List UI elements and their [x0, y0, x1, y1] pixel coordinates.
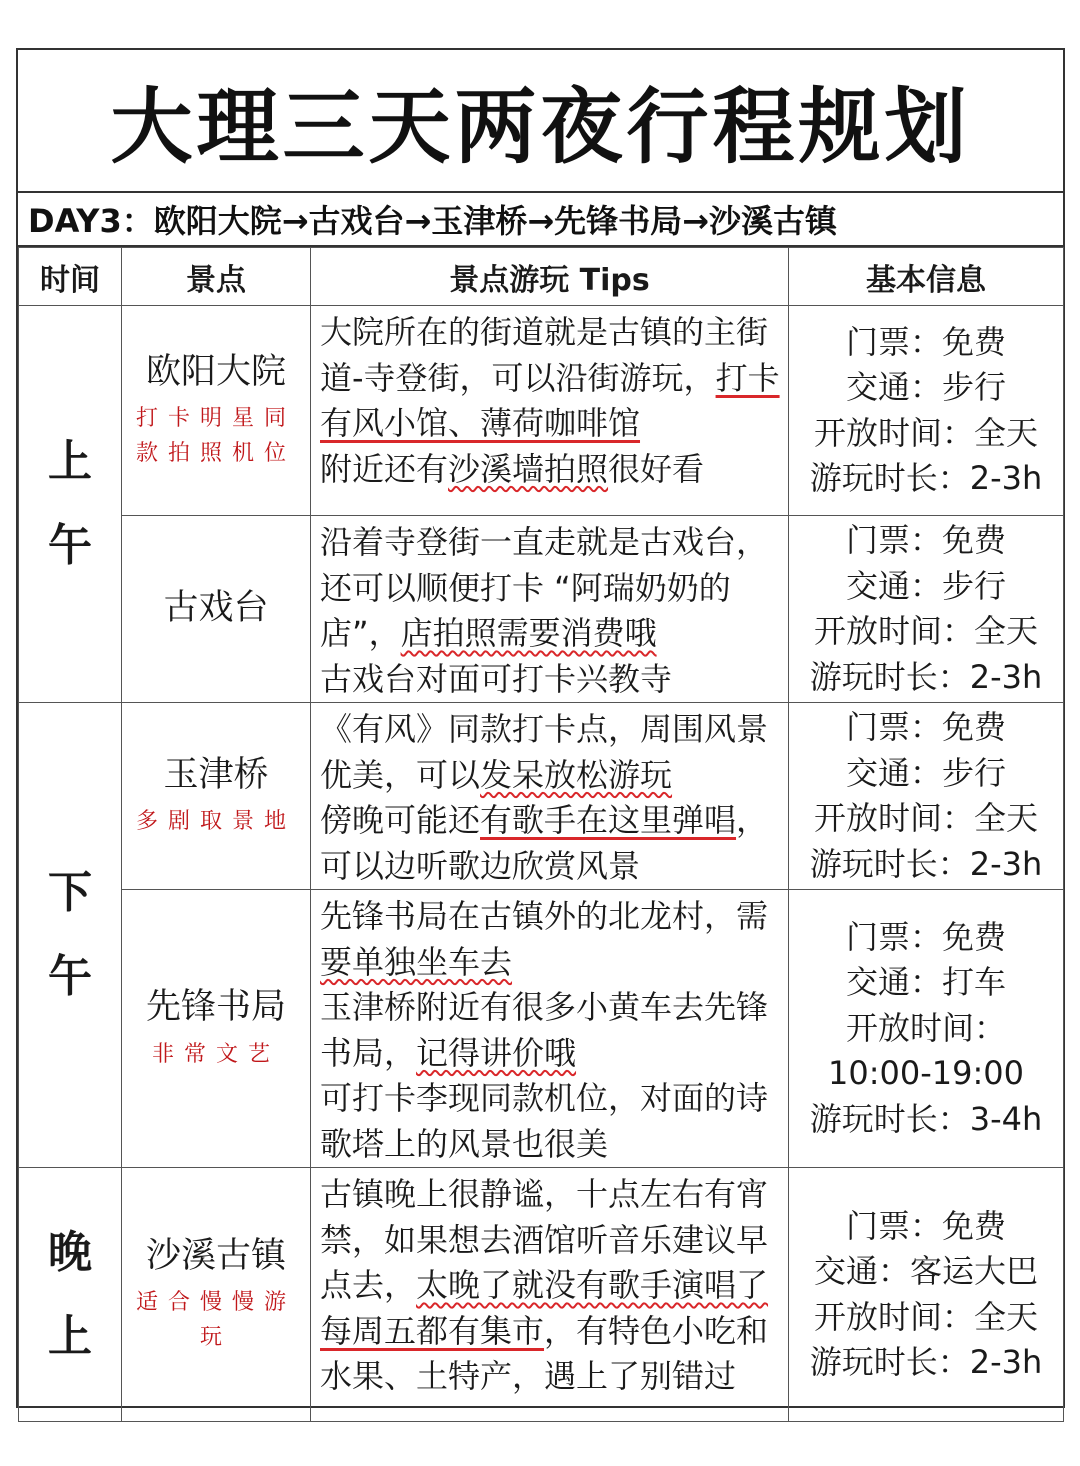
- info-line: 游玩时长：2-3h: [809, 657, 1043, 696]
- tip-text: 很好看: [608, 449, 705, 488]
- info-cell: [789, 1168, 1064, 1422]
- info-line: 门票：免费: [845, 521, 1006, 559]
- tip-text: 附近还有: [320, 449, 449, 488]
- tip-text: 书局，: [320, 1033, 417, 1072]
- info-line: 交通：客运大巴: [813, 1252, 1038, 1290]
- tips-cell: [311, 306, 789, 516]
- spot-name: 先锋书局: [145, 987, 286, 1028]
- spot-note: 非常文艺: [151, 1041, 280, 1067]
- tip-line: [320, 401, 780, 447]
- spot-note: 打卡明星同: [135, 406, 296, 432]
- highlighted-text: 打卡: [715, 358, 780, 397]
- info-line: 游玩时长：2-3h: [809, 1343, 1043, 1381]
- tip-text: 《有风》同款打卡点，周围风景: [320, 710, 769, 748]
- tips-cell: [311, 703, 789, 890]
- highlighted-text: 每周五都有集市: [320, 1311, 545, 1350]
- tip-text: 先锋书局在古镇外的北龙村，需: [320, 897, 769, 935]
- period-char: 上: [48, 436, 92, 488]
- tip-text: 沿着寺登街一直走就是古戏台，: [320, 523, 769, 561]
- tip-text: ，有特色小吃和: [544, 1311, 769, 1350]
- tip-line: [320, 985, 780, 1031]
- info-line: 游玩时长：3-4h: [809, 1099, 1043, 1138]
- info-line: 开放时间：全天: [813, 1297, 1038, 1336]
- header-info: 基本信息: [789, 248, 1064, 306]
- info-cell: [789, 703, 1064, 890]
- tip-text: 傍晚可能还: [320, 801, 481, 839]
- tip-text: 古镇晚上很静谧，十点左右有宵: [320, 1175, 769, 1213]
- info-line: 交通：步行: [845, 566, 1006, 605]
- day-route: DAY3：欧阳大院→古戏台→玉津桥→先锋书局→沙溪古镇: [18, 193, 1063, 247]
- tip-line: [320, 1218, 780, 1264]
- header-time: 时间: [19, 248, 122, 306]
- info-line: 开放时间：: [845, 1008, 1006, 1047]
- tip-line: [320, 753, 780, 799]
- highlighted-text: 太晚了就没有歌手演唱了: [416, 1266, 769, 1304]
- tip-line: [320, 1172, 780, 1218]
- header-spot: 景点: [122, 248, 311, 306]
- header-tips: 景点游玩 Tips: [311, 248, 789, 306]
- tip-line: [320, 844, 780, 890]
- table-row: [19, 1168, 1064, 1422]
- tip-line: [320, 611, 780, 657]
- period-char: 午: [48, 520, 92, 571]
- info-line: 交通：打车: [845, 963, 1006, 1002]
- spot-cell: [122, 890, 311, 1168]
- tip-text: 还可以顺便打卡 “阿瑞奶奶的: [320, 568, 731, 607]
- tip-line: [320, 1122, 780, 1168]
- tip-text: 歌塔上的风景也很美: [320, 1124, 609, 1163]
- tip-text: 可打卡李现同款机位，对面的诗: [320, 1079, 769, 1117]
- tip-line: [320, 657, 780, 703]
- period-char: 上: [48, 1310, 92, 1362]
- table-header-row: [19, 248, 1064, 306]
- tip-text: 大院所在的街道就是古镇的主街: [320, 313, 769, 351]
- tips-cell: [311, 516, 789, 703]
- info-line: 开放时间：全天: [813, 413, 1038, 452]
- tip-text: 水果、土特产，遇上了别错过: [320, 1357, 737, 1395]
- info-line: 开放时间：全天: [813, 612, 1038, 650]
- tip-text: 古戏台对面可打卡兴教寺: [320, 659, 673, 698]
- tip-line: [320, 520, 780, 566]
- tip-text: 店”，: [320, 614, 401, 652]
- period-char: 下: [48, 867, 92, 919]
- highlighted-text: 有歌手在这里弹唱: [480, 801, 737, 839]
- tip-line: [320, 940, 780, 986]
- itinerary-table: [18, 247, 1064, 1422]
- info-line: 交通：步行: [845, 753, 1006, 792]
- tip-line: [320, 1354, 780, 1400]
- table-row: [19, 516, 1064, 703]
- tip-line: [320, 310, 780, 356]
- tips-cell: [311, 1168, 789, 1422]
- tip-text: 玉津桥附近有很多小黄车去先锋: [320, 988, 769, 1026]
- info-line: 游玩时长：2-3h: [809, 844, 1043, 883]
- spot-note: 款拍照机位: [135, 441, 296, 467]
- tip-line: [320, 894, 780, 940]
- tip-line: [320, 707, 780, 753]
- highlighted-text: 有风小馆、薄荷咖啡馆: [320, 404, 641, 442]
- info-line: 10:00-19:00: [828, 1054, 1024, 1093]
- period-char: 午: [48, 951, 92, 1002]
- table-row: [19, 703, 1064, 890]
- info-cell: [789, 890, 1064, 1168]
- tip-line: [320, 566, 780, 612]
- info-line: 游玩时长：2-3h: [809, 459, 1043, 497]
- tip-text: 可以边听歌边欣赏风景: [320, 846, 641, 885]
- spot-note: 多剧取景地: [135, 809, 296, 835]
- period-afternoon: [19, 703, 122, 1168]
- period-morning: [19, 306, 122, 703]
- highlighted-text: 记得讲价哦: [416, 1033, 577, 1072]
- info-line: 门票：免费: [845, 1206, 1006, 1245]
- spot-name: 古戏台: [163, 588, 269, 629]
- spot-cell: [122, 516, 311, 703]
- info-cell: [789, 306, 1064, 516]
- tip-line: [320, 1263, 780, 1309]
- info-line: 门票：免费: [845, 708, 1006, 746]
- info-cell: [789, 516, 1064, 703]
- period-char: 晚: [48, 1226, 92, 1278]
- info-line: 门票：免费: [845, 322, 1006, 361]
- tip-line: [320, 1076, 780, 1122]
- tip-line: [320, 1309, 780, 1355]
- tip-text: ，: [736, 801, 769, 839]
- spot-cell: [122, 1168, 311, 1422]
- tip-text: 禁，如果想去酒馆听音乐建议早: [320, 1220, 769, 1259]
- spot-cell: [122, 306, 311, 516]
- tips-cell: [311, 890, 789, 1168]
- tip-line: [320, 1031, 780, 1077]
- tip-line: [320, 798, 780, 844]
- tip-text: 道-寺登街，可以沿街游玩，: [320, 358, 716, 397]
- info-line: 交通：步行: [845, 368, 1006, 406]
- spot-name: 沙溪古镇: [145, 1235, 286, 1276]
- tip-line: [320, 447, 780, 493]
- tip-text: 点去，: [320, 1266, 417, 1304]
- spot-note: 适合慢慢游玩: [135, 1290, 296, 1351]
- period-evening: [19, 1168, 122, 1422]
- info-line: 开放时间：全天: [813, 799, 1038, 837]
- itinerary-sheet: [16, 48, 1065, 1408]
- highlighted-text: 沙溪墙拍照: [448, 449, 609, 488]
- spot-name: 欧阳大院: [145, 351, 286, 392]
- highlighted-text: 店拍照需要消费哦: [400, 614, 657, 652]
- info-line: 门票：免费: [845, 917, 1006, 956]
- page-title: 大理三天两夜行程规划: [18, 50, 1063, 193]
- tip-text: 优美，可以: [320, 755, 481, 794]
- tip-line: [320, 356, 780, 402]
- table-row: [19, 306, 1064, 516]
- table-row: [19, 890, 1064, 1168]
- spot-name: 玉津桥: [163, 754, 269, 795]
- highlighted-text: 要单独坐车去: [320, 942, 513, 981]
- highlighted-text: 发呆放松游玩: [480, 755, 673, 794]
- spot-cell: [122, 703, 311, 890]
